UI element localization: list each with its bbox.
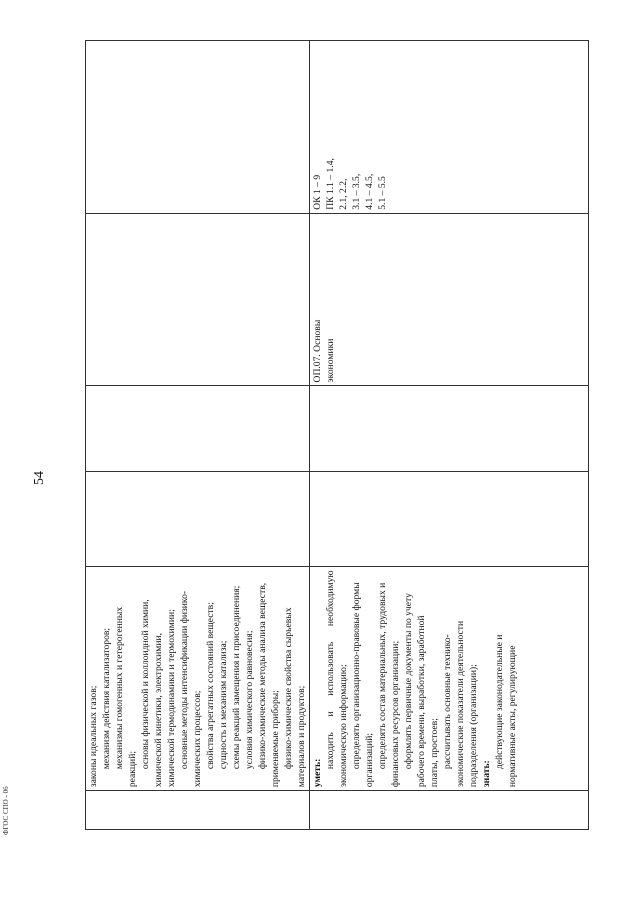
text-line: экономическую информацию;: [338, 664, 349, 788]
text-line: химической кинетики, электрохимии,: [153, 632, 164, 788]
text-line: определять состав материальных, трудовых и: [377, 582, 388, 770]
text-line: физико-химические свойства сырьевых: [283, 607, 294, 770]
index-cell: [86, 791, 310, 830]
competency-code: 5.1 – 5.5: [377, 176, 388, 210]
skills-cell: [310, 567, 589, 791]
text-line: химической термодинамики и термохимии;: [166, 609, 177, 788]
competency-code: ПК 1.1 – 1.4,: [325, 158, 336, 210]
text-line: финансовых ресурсов организации;: [390, 640, 401, 788]
competency-code: 4.1 – 4.5,: [364, 173, 375, 210]
text-line: физико-химические методы анализа веществ,: [257, 582, 268, 770]
word: использовать: [325, 641, 336, 696]
text-line: подразделения (организации);: [468, 664, 479, 788]
text-line: основы физической и коллоидной химии,: [140, 599, 151, 770]
skills-label: уметь:: [312, 758, 323, 788]
table-row: [86, 41, 310, 830]
text-line: схемы реакций замещения и присоединения;: [231, 585, 242, 770]
knowledge-cell: [86, 567, 310, 791]
text-line: механизмы гомогенных и гетерогенных: [114, 606, 125, 770]
text-line: оформлять первичные документы по учету: [403, 593, 414, 770]
text-line: материалов и продуктов;: [296, 685, 307, 788]
text-line: рассчитывать основные технико-: [442, 634, 453, 770]
page-number: 54: [32, 471, 47, 485]
text-line: экономические показатели деятельности: [455, 620, 466, 788]
text-line: [324, 570, 337, 787]
text-line: организаций;: [364, 733, 375, 788]
text-line: химических процессов;: [192, 690, 203, 788]
text-line: сущность и механизм катализа;: [218, 640, 229, 770]
text-line: платы, простоев;: [429, 718, 440, 788]
text-line: свойства агрегатных состояний веществ;: [205, 602, 216, 770]
text-line: законы идеальных газов;: [88, 685, 99, 788]
text-line: условия химического равновесия;: [244, 630, 255, 770]
competencies-cell: [310, 41, 589, 214]
text-line: определять организационно-правовые формы: [351, 582, 362, 770]
word: необходимую: [325, 570, 336, 627]
word: и: [325, 711, 336, 717]
discipline-title: ОП.07. Основы: [312, 319, 323, 383]
word: находить: [325, 732, 336, 770]
footer-stamp: ФГОС СПО - 06: [2, 786, 10, 835]
index-cell: [310, 791, 589, 830]
empty-cell: [310, 472, 589, 567]
competency-code: 3.1 – 3.5,: [351, 173, 362, 210]
text-line: нормативные акты, регулирующие: [507, 645, 518, 788]
curriculum-table: [85, 40, 589, 830]
text-line: реакций;: [127, 751, 138, 788]
text-line: применяемые приборы;: [270, 690, 281, 788]
empty-cell: [86, 41, 310, 214]
competency-code: ОК 1 – 9: [312, 174, 323, 210]
text-line: основные методы интенсификации физико-: [179, 590, 190, 770]
text-line: механизм действия катализаторов;: [101, 627, 112, 770]
empty-cell: [86, 386, 310, 472]
text-line: действующие законодательные и: [494, 634, 505, 770]
table-row: [310, 41, 589, 830]
discipline-title: экономики: [325, 338, 336, 383]
know-label: знать:: [481, 760, 492, 788]
text-line: рабочего времени, выработки, заработной: [416, 615, 427, 788]
empty-cell: [310, 386, 589, 472]
discipline-cell: [310, 213, 589, 386]
rotated-table-container: [85, 40, 575, 830]
competency-code: 2.1, 2.2,: [338, 178, 349, 210]
empty-cell: [86, 213, 310, 386]
empty-cell: [86, 472, 310, 567]
